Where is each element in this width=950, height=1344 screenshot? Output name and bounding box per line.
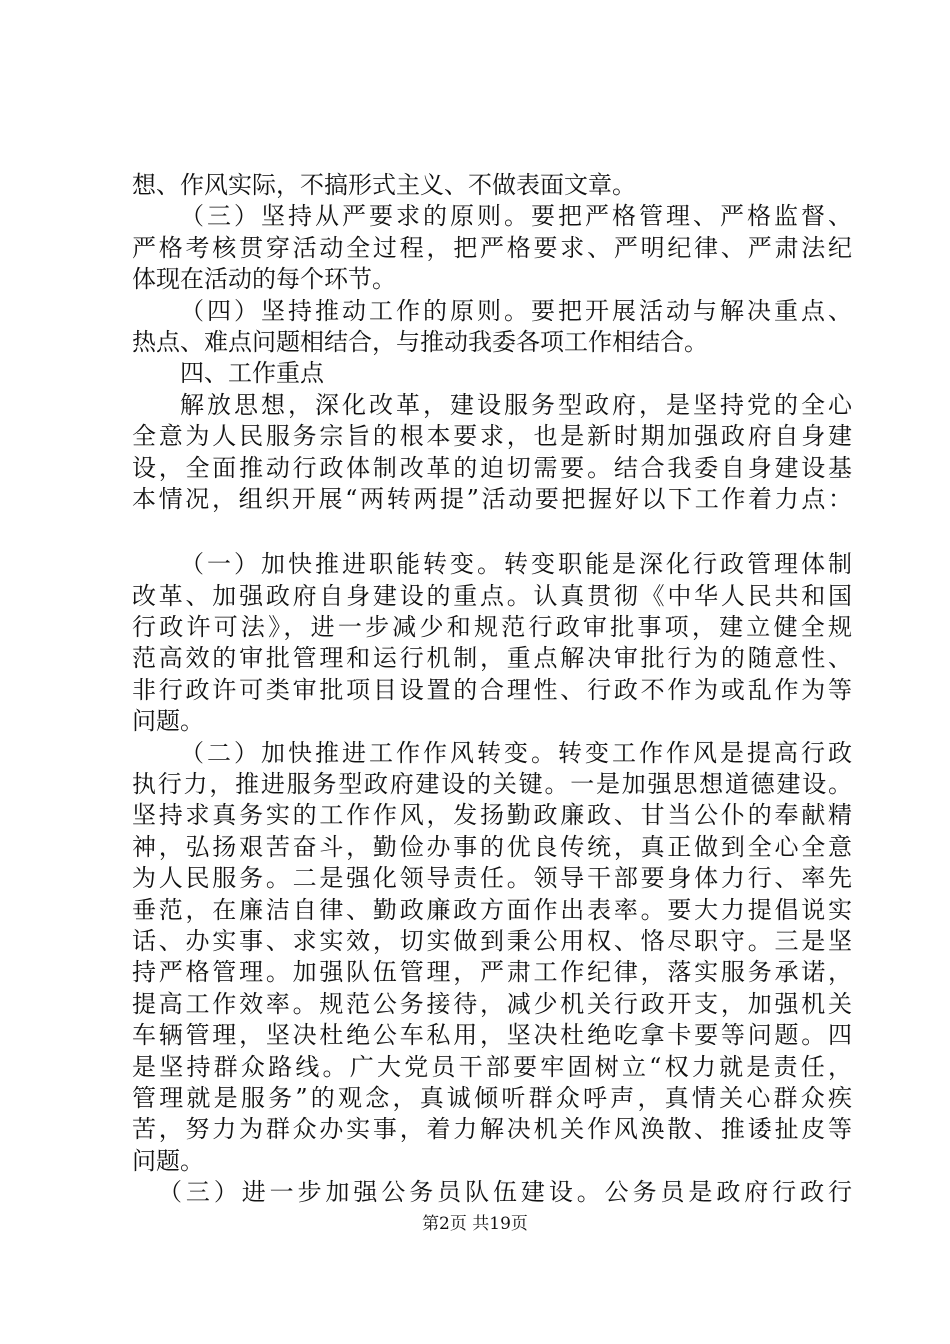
text-line: 执行力，推进服务型政府建设的关键。一是加强思想道德建设。 xyxy=(132,770,852,799)
text-line: 非行政许可类审批项目设置的合理性、行政不作为或乱作为等 xyxy=(132,675,852,704)
text-line: 持严格管理。加强队伍管理，严肃工作纪律，落实服务承诺， xyxy=(132,958,852,987)
text-line: 设，全面推动行政体制改革的迫切需要。结合我委自身建设基 xyxy=(132,453,852,482)
document-body xyxy=(132,170,852,1209)
text-line: （二）加快推进工作作风转变。转变工作作风是提高行政 xyxy=(180,738,852,767)
text-line: 范高效的审批管理和运行机制，重点解决审批行为的随意性、 xyxy=(132,644,852,673)
section-heading: 四、工作重点 xyxy=(180,359,324,388)
text-line: 体现在活动的每个环节。 xyxy=(132,265,396,294)
text-line: 提高工作效率。规范公务接待，减少机关行政开支，加强机关 xyxy=(132,989,852,1018)
text-line: 想、作风实际，不搞形式主义、不做表面文章。 xyxy=(132,171,636,199)
text-line: 改革、加强政府自身建设的重点。认真贯彻《中华人民共和国 xyxy=(132,581,852,610)
text-line: （四）坚持推动工作的原则。要把开展活动与解决重点、 xyxy=(180,296,852,325)
text-line: 问题。 xyxy=(132,1146,204,1175)
text-line: 垂范，在廉洁自律、勤政廉政方面作出表率。要大力提倡说实 xyxy=(132,895,852,924)
paragraph-gap xyxy=(132,515,852,549)
text-line: 管理就是服务”的观念，真诚倾听群众呼声，真情关心群众疾 xyxy=(132,1083,852,1112)
text-line: 行政许可法》，进一步减少和规范行政审批事项，建立健全规 xyxy=(132,613,852,642)
text-line: （一）加快推进职能转变。转变职能是深化行政管理体制 xyxy=(180,550,852,579)
text-line: 坚持求真务实的工作作风，发扬勤政廉政、甘当公仆的奉献精 xyxy=(132,801,852,830)
text-line: 车辆管理，坚决杜绝公车私用，坚决杜绝吃拿卡要等问题。四 xyxy=(132,1021,852,1050)
text-line: 问题。 xyxy=(132,707,204,736)
text-line: （三）进一步加强公务员队伍建设。公务员是政府行政行 xyxy=(158,1178,852,1207)
text-line: 话、办实事、求实效，切实做到秉公用权、恪尽职守。三是坚 xyxy=(132,926,852,955)
text-line: 是坚持群众路线。广大党员干部要牢固树立“权力就是责任， xyxy=(132,1052,852,1081)
text-line: 严格考核贯穿活动全过程，把严格要求、严明纪律、严肃法纪 xyxy=(132,233,852,262)
text-line: 为人民服务。二是强化领导责任。领导干部要身体力行、率先 xyxy=(132,864,852,893)
text-line: 热点、难点问题相结合，与推动我委各项工作相结合。 xyxy=(132,327,708,356)
page-footer: 第2页 共19页 xyxy=(422,1214,528,1234)
text-line: 本情况，组织开展“两转两提”活动要把握好以下工作着力点： xyxy=(132,484,852,513)
text-line: 苦，努力为群众办实事，着力解决机关作风涣散、推诿扯皮等 xyxy=(132,1115,852,1144)
text-line: 解放思想，深化改革，建设服务型政府，是坚持党的全心 xyxy=(180,390,852,419)
text-line: 全意为人民服务宗旨的根本要求，也是新时期加强政府自身建 xyxy=(132,422,852,451)
text-line: 神，弘扬艰苦奋斗，勤俭办事的优良传统，真正做到全心全意 xyxy=(132,832,852,861)
text-line: （三）坚持从严要求的原则。要把严格管理、严格监督、 xyxy=(180,202,852,231)
